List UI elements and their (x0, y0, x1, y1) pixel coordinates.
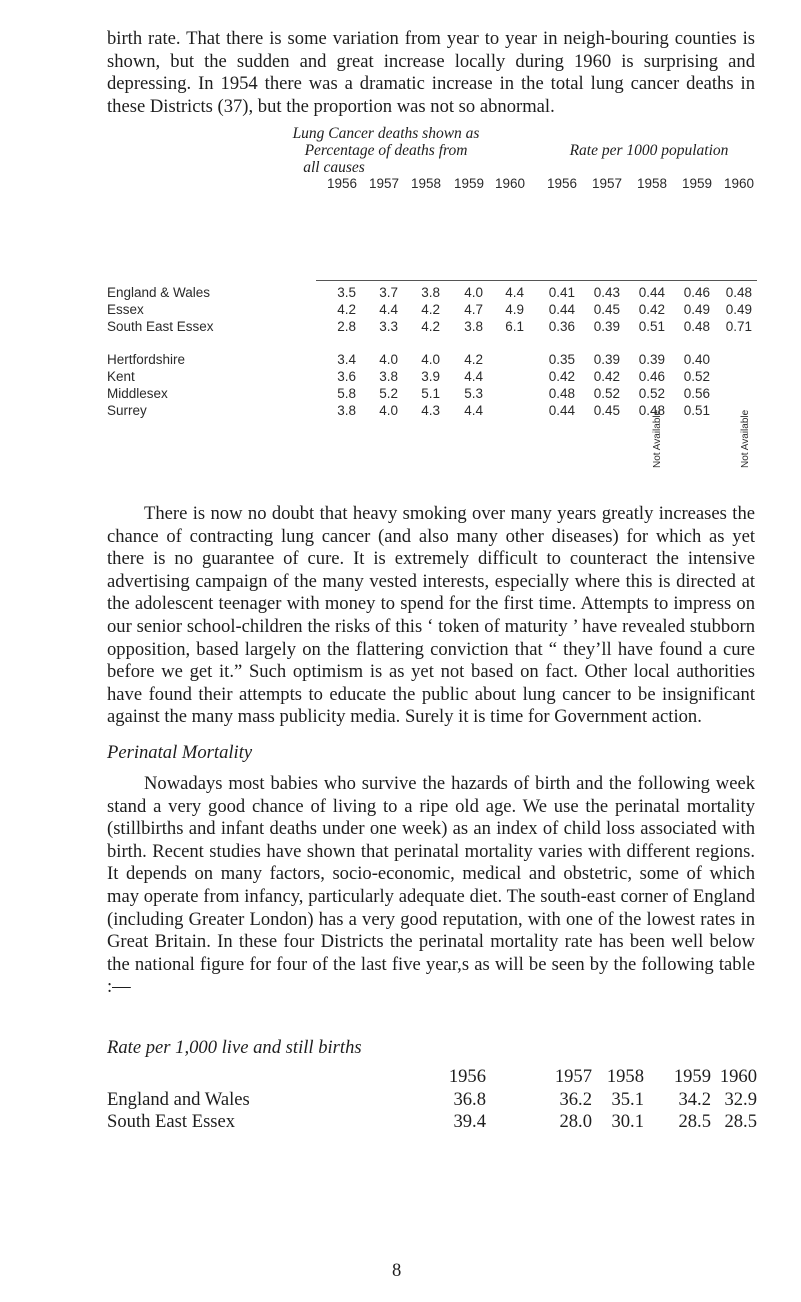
table1-cell-rate: 0.40 (683, 352, 710, 367)
table2-year: 1956 (448, 1066, 486, 1087)
not-available-pct: Not Available (652, 409, 663, 468)
table1-cell-pct: 4.0 (379, 403, 398, 418)
table1-year-pct: 1960 (494, 176, 526, 191)
table1-cell-pct: 3.8 (421, 285, 440, 300)
table1-header-line3: all causes (303, 159, 365, 176)
table1-cell-rate: 0.36 (548, 319, 575, 334)
table1-cell-rate: 0.39 (638, 352, 665, 367)
table1-cell-pct: 3.7 (379, 285, 398, 300)
table2-cell: 32.9 (724, 1089, 757, 1110)
page-number: 8 (392, 1260, 402, 1281)
table1-cell-pct: 3.8 (464, 319, 483, 334)
table1-year-rate: 1960 (723, 176, 755, 191)
table1-cell-pct: 4.2 (421, 302, 440, 317)
table1-cell-pct: 3.8 (379, 369, 398, 384)
not-available-rate: Not Available (740, 409, 751, 468)
table1-year-pct: 1959 (453, 176, 485, 191)
table1-cell-rate: 0.43 (593, 285, 620, 300)
table2-cell: 39.4 (453, 1111, 486, 1132)
table1-cell-pct: 4.9 (505, 302, 524, 317)
table2-row-label: South East Essex (107, 1111, 236, 1132)
table1-year-rate: 1959 (681, 176, 713, 191)
table1-cell-rate: 0.52 (638, 386, 665, 401)
table2-cell: 36.2 (559, 1089, 592, 1110)
table1-cell-pct: 3.5 (337, 285, 356, 300)
table1-cell-pct: 4.4 (505, 285, 524, 300)
table2-cell: 28.0 (559, 1111, 592, 1132)
table1-cell-rate: 0.51 (683, 403, 710, 418)
table2-row-label: England and Wales (107, 1089, 250, 1110)
table1-year-pct: 1956 (326, 176, 358, 191)
table1-cell-rate: 0.49 (725, 302, 752, 317)
table1-header-rate: Rate per 1000 population (569, 142, 729, 159)
table1-year-rate: 1957 (591, 176, 623, 191)
table1-cell-rate: 0.48 (683, 319, 710, 334)
table1-cell-pct: 3.8 (337, 403, 356, 418)
table1-cell-rate: 0.56 (683, 386, 710, 401)
table1-cell-pct: 4.0 (379, 352, 398, 367)
table1-row-label: Middlesex (107, 386, 168, 401)
table1-cell-rate: 0.42 (548, 369, 575, 384)
table2-year: 1958 (606, 1066, 644, 1087)
table1-cell-rate: 0.44 (548, 302, 575, 317)
table1-cell-pct: 4.0 (421, 352, 440, 367)
paragraph-continuation: birth rate. That there is some variation from year to year in neigh-bouring counties is shown, but the sudden and great increase locally during 1960 is surprising and depressing. In 1954 there was a dramatic increase in the total lung cancer deaths in these Districts (37), but the proportion was not so abnormal. (107, 28, 755, 117)
table1-cell-pct: 5.1 (421, 386, 440, 401)
table1-cell-pct: 4.3 (421, 403, 440, 418)
table1-cell-rate: 0.45 (593, 403, 620, 418)
table1-row-label: South East Essex (107, 319, 214, 334)
table1-cell-pct: 4.4 (464, 403, 483, 418)
table1-cell-pct: 5.8 (337, 386, 356, 401)
table1-cell-rate: 0.52 (683, 369, 710, 384)
table1-header-line1: Lung Cancer deaths shown as (292, 125, 480, 142)
table1-cell-rate: 0.41 (548, 285, 575, 300)
table1-cell-rate: 0.45 (593, 302, 620, 317)
table1-cell-rate: 0.51 (638, 319, 665, 334)
table2-cell: 35.1 (611, 1089, 644, 1110)
table1-row-label: Hertfordshire (107, 352, 186, 367)
table1-cell-rate: 0.49 (683, 302, 710, 317)
table1-cell-rate: 0.39 (593, 352, 620, 367)
table1-row-label: Essex (107, 302, 144, 317)
table1-cell-rate: 0.46 (683, 285, 710, 300)
table2-year: 1960 (719, 1066, 757, 1087)
table1-cell-pct: 5.2 (379, 386, 398, 401)
table1-cell-pct: 4.2 (421, 319, 440, 334)
table1-cell-rate: 0.48 (548, 386, 575, 401)
table1-header-line2: Percentage of deaths from (304, 142, 468, 159)
table2-cell: 28.5 (678, 1111, 711, 1132)
table1-year-rate: 1956 (546, 176, 578, 191)
table1-row-label: England & Wales (107, 285, 211, 300)
table1-cell-rate: 0.52 (593, 386, 620, 401)
table1-cell-pct: 3.3 (379, 319, 398, 334)
table1-cell-pct: 4.7 (464, 302, 483, 317)
table1-cell-rate: 0.42 (638, 302, 665, 317)
table2-title: Rate per 1,000 live and still births (107, 1037, 362, 1058)
table1-cell-rate: 0.48 (725, 285, 752, 300)
table1-cell-pct: 4.2 (337, 302, 356, 317)
table1-cell-pct: 3.6 (337, 369, 356, 384)
table1-cell-rate: 0.46 (638, 369, 665, 384)
table2-cell: 34.2 (678, 1089, 711, 1110)
table2-cell: 36.8 (453, 1089, 486, 1110)
table2-cell: 30.1 (611, 1111, 644, 1132)
table2-year: 1959 (673, 1066, 711, 1087)
table1-year-pct: 1958 (410, 176, 442, 191)
table1-year-pct: 1957 (368, 176, 400, 191)
table1-cell-pct: 3.4 (337, 352, 356, 367)
table1-cell-rate: 0.42 (593, 369, 620, 384)
table1-cell-pct: 2.8 (337, 319, 356, 334)
paragraph-perinatal: Nowadays most babies who survive the hazards of birth and the following week stand a very good chance of living to a ripe old age. We use the perinatal mortality (stillbirths and infant deaths under one week) as an index of child loss associated with birth. Recent studies have shown that perinatal mortality varies with different regions. It depends on many factors, socio-economic, medical and obstetric, some of which may operate from infancy, particularly adequate diet. The south-east corner of England (including Greater London) has a very good reputation, with one of the lowest rates in Great Britain. In these four Districts the perinatal mortality rate has been well below the national figure for four of the last five year,s as will be seen by the following table :— (107, 773, 755, 998)
table1-cell-pct: 4.0 (464, 285, 483, 300)
table1-cell-rate: 0.35 (548, 352, 575, 367)
table2-year: 1957 (554, 1066, 592, 1087)
table1-cell-rate: 0.39 (593, 319, 620, 334)
paragraph-smoking: There is now no doubt that heavy smoking over many years greatly increases the chance of contracting lung cancer (and also many other diseases) for which as yet there is no guarantee of cure. It is extremely difficult to counteract the intensive advertising campaign of the many vested interests, especially where this is directed at the adolescent teenager with money to spend for the first time. Attempts to impress on our senior school-children the risks of this ‘ token of maturity ’ have revealed stubborn opposition, based largely on the flattering conviction that “ they’ll have found a cure before we get it.” Such optimism is as yet not based on fact. Other local authorities have found their attempts to educate the public about lung cancer to be insignificant against the many mass publicity media. Surely it is time for Government action. (107, 503, 755, 728)
section-title: Perinatal Mortality (107, 742, 253, 763)
table1-year-rate: 1958 (636, 176, 668, 191)
table1-row-label: Kent (107, 369, 135, 384)
table1-cell-pct: 4.4 (464, 369, 483, 384)
table1-row-label: Surrey (107, 403, 147, 418)
table1-cell-pct: 4.2 (464, 352, 483, 367)
table1-cell-pct: 4.4 (379, 302, 398, 317)
table1-cell-pct: 6.1 (505, 319, 524, 334)
table1-rule (316, 280, 757, 281)
table1-cell-rate: 0.71 (725, 319, 752, 334)
table1-cell-rate: 0.48 (638, 403, 665, 418)
table2-cell: 28.5 (724, 1111, 757, 1132)
table1-cell-pct: 5.3 (464, 386, 483, 401)
table1-cell-rate: 0.44 (548, 403, 575, 418)
table1-cell-rate: 0.44 (638, 285, 665, 300)
table1-cell-pct: 3.9 (421, 369, 440, 384)
